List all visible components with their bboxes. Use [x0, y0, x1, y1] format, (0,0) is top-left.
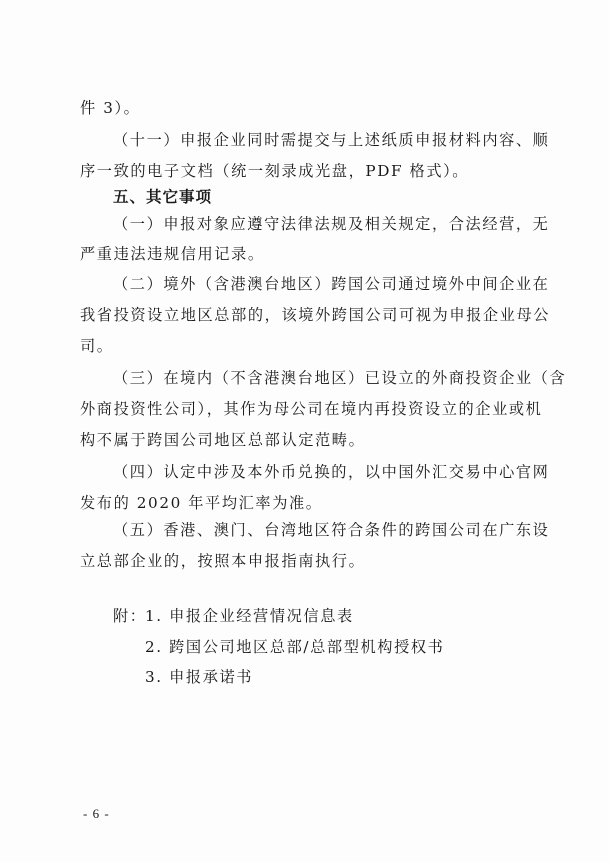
item-2-line-2: 我省投资设立地区总部的，该境外跨国公司可视为申报企业母公 [80, 306, 551, 324]
page-number: - 6 - [83, 806, 110, 821]
item-5-line-2: 立总部企业的，按照本申报指南执行。 [80, 552, 366, 570]
item-3-line-1: （三）在境内（不含港澳台地区）已设立的外商投资企业（含 [113, 369, 567, 387]
item-2-line-1: （二）境外（含港澳台地区）跨国公司通过境外中间企业在 [113, 275, 550, 293]
item-5-line-1: （五）香港、澳门、台湾地区符合条件的跨国公司在广东设 [113, 521, 550, 539]
item-3-line-2: 外商投资性公司），其作为母公司在境内再投资设立的企业或机 [80, 400, 543, 418]
continuation-text: 件 3）。 [80, 99, 141, 117]
attachment-item-1: 1. 申报企业经营情况信息表 [145, 607, 354, 625]
item-4-line-2: 发布的 2020 年平均汇率为准。 [80, 494, 323, 512]
attachment-item-2: 2. 跨国公司地区总部/总部型机构授权书 [145, 638, 445, 656]
item-1-line-1: （一）申报对象应遵守法律法规及相关规定，合法经营，无 [113, 215, 550, 233]
item-2-line-3: 司。 [80, 337, 114, 355]
section-5-heading: 五、其它事项 [113, 188, 213, 206]
attachment-item-3: 3. 申报承诺书 [145, 668, 254, 686]
item-3-line-3: 构不属于跨国公司地区总部认定范畴。 [80, 431, 366, 449]
para-11-line-2: 序一致的电子文档（统一刻录成光盘，PDF 格式）。 [80, 162, 470, 180]
item-1-line-2: 严重违法违规信用记录。 [80, 245, 265, 263]
attachments-label: 附： [113, 607, 147, 625]
item-4-line-1: （四）认定中涉及本外币兑换的，以中国外汇交易中心官网 [113, 463, 550, 481]
para-11-line-1: （十一）申报企业同时需提交与上述纸质申报材料内容、顺 [113, 131, 550, 149]
